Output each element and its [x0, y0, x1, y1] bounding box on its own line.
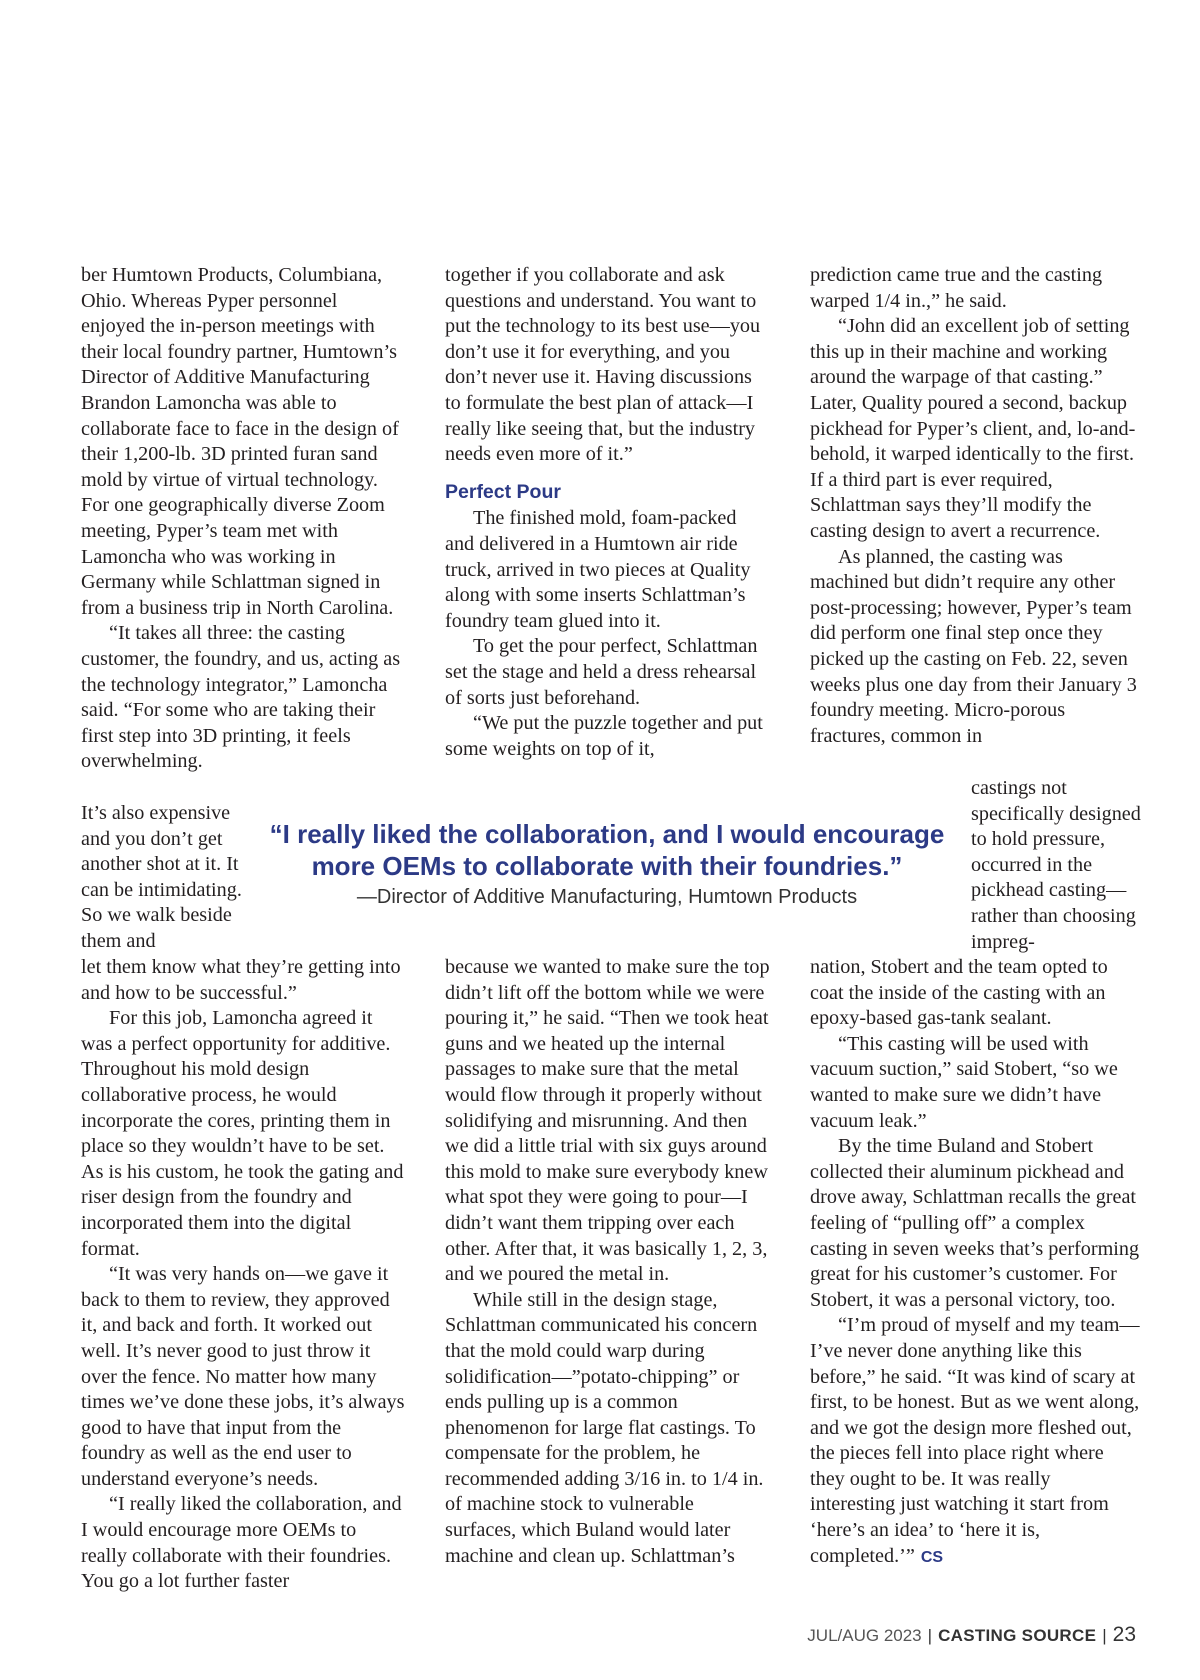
body-paragraph: “I really liked the collaboration, and I would encourage more OEMs to really collaborate with their foundries. You go a lot further faster	[81, 1493, 402, 1593]
section-subhead: Perfect Pour	[445, 480, 561, 503]
issue-date: JUL/AUG 2023	[807, 1626, 922, 1645]
body-paragraph: For this job, Lamoncha agreed it was a perfect opportunity for additive. Throughout his mold design collaborative process, he would incorporate the cores, printing them in place so they wouldn’t have to be set. As is his custom, he took the gating and riser design from the foundry and incorporated them into the digital format.	[81, 1007, 404, 1260]
closing-paragraph-text: “I’m proud of myself and my team—I’ve never done anything like this before,” he said. “It was kind of scary at first, to be honest. But as we went along, and we got the design more fleshed out, the pieces fell into place right where they ought to be. It was really interesting just watching it start from ‘here’s an idea’ to ‘here it is, completed.’”	[810, 1314, 1140, 1567]
column-3-top	[810, 263, 1140, 749]
body-paragraph: It’s also expensive and you don’t get another shot at it. It can be intimidating. So we walk beside them and	[81, 802, 242, 952]
column-1-top	[81, 263, 406, 775]
page-folio	[807, 1623, 1136, 1647]
body-paragraph	[810, 1313, 1140, 1570]
pull-quote	[262, 818, 952, 910]
body-paragraph: As planned, the casting was machined but didn’t require any other post-processing; however, Pyper’s team did perform one final step once they picked up the casting on Feb. 22, seven weeks plus one day from their January 3 foundry meeting. Micro-porous fractures, common in	[810, 545, 1137, 747]
column-3-bottom	[810, 955, 1140, 1570]
body-paragraph: because we wanted to make sure the top didn’t lift off the bottom while we were pouring it,” he said. “Then we took heat guns and we heated up the internal passages to make sure that the metal would flow through it properly without solidifying and misrunning. And then we did a little trial with six guys around this mold to make sure everybody knew what spot they were going to pour—I didn’t want them tripping over each other. After that, it was basically 1, 2, 3, and we poured the metal in.	[445, 956, 770, 1286]
column-2-top	[445, 263, 770, 762]
body-paragraph: together if you collaborate and ask questions and understand. You want to put the technology to its best use—you don’t use it for everything, and you don’t never use it. Having discussions to formulate the best plan of attack—I really like seeing that, but the industry needs even more of it.”	[445, 264, 761, 466]
column-2-bottom	[445, 955, 770, 1569]
body-paragraph: “This casting will be used with vacuum suction,” said Stobert, “so we wanted to make sure we didn’t have vacuum leak.”	[810, 1032, 1118, 1132]
column-3-wrap-text	[971, 776, 1141, 955]
pull-quote-attribution: —Director of Additive Manufacturing, Humtown Products	[356, 886, 858, 908]
body-paragraph: ber Humtown Products, Columbiana, Ohio. Whereas Pyper personnel enjoyed the in-person meetings with their local foundry partner, Humtown’s Director of Additive Manufacturing Brandon Lamoncha was able to collaborate face to face in the design of their 1,200-lb. 3D printed furan sand mold by virtue of virtual technology. For one geographically diverse Zoom meeting, Pyper’s team met with Lamoncha who was working in Germany while Schlattman signed in from a business trip in North Carolina.	[81, 264, 399, 619]
folio-divider: |	[927, 1626, 933, 1645]
folio-divider: |	[1102, 1626, 1107, 1645]
pull-quote-line-2: more OEMs to collaborate with their foundries.”	[311, 851, 903, 881]
body-paragraph: While still in the design stage, Schlattman communicated his concern that the mold could warp during solidification—”potato-chipping” or ends pulling up is a common phenomenon for large flat castings. To compensate for the problem, he recommended adding 3/16 in. to 1/4 in. of machine stock to vulnerable surfaces, which Buland would later machine and clean up. Schlattman’s	[445, 1288, 764, 1567]
body-paragraph: “John did an excellent job of setting this up in their machine and working around the warpage of that casting.” Later, Quality poured a second, backup pickhead for Pyper’s client, and, lo-and-behold, it warped identically to the first. If a third part is ever required, Schlattman says they’ll modify the casting design to avert a recurrence.	[810, 315, 1136, 542]
body-paragraph: By the time Buland and Stobert collected their aluminum pickhead and drove away, Schlattman recalls the great feeling of “pulling off” a complex casting in seven weeks that’s performing great for his customer’s customer. For Stobert, it was a personal victory, too.	[810, 1135, 1140, 1311]
body-paragraph: nation, Stobert and the team opted to coat the inside of the casting with an epoxy-based gas-tank sealant.	[810, 956, 1108, 1030]
end-mark: CS	[920, 1548, 944, 1566]
pull-quote-line-1: “I really liked the collaboration, and I would encourage	[269, 819, 945, 849]
column-1-bottom	[81, 955, 406, 1595]
body-paragraph: castings not specifically designed to hold pressure, occurred in the pickhead casting—rather than choosing impreg-	[971, 777, 1141, 953]
body-paragraph: “We put the puzzle together and put some weights on top of it,	[445, 712, 763, 760]
body-paragraph: “It takes all three: the casting customer, the foundry, and us, acting as the technology integrator,” Lamoncha said. “For some who are taking their first step into 3D printing, it feels overwhelming.	[81, 622, 401, 773]
column-1-wrap-text	[81, 801, 251, 955]
body-paragraph: The finished mold, foam-packed and delivered in a Humtown air ride truck, arrived in two pieces at Quality along with some inserts Schlattman’s foundry team glued into it.	[445, 507, 751, 632]
page-number: 23	[1112, 1623, 1136, 1646]
body-paragraph: let them know what they’re getting into and how to be successful.”	[81, 956, 401, 1004]
body-paragraph: “It was very hands on—we gave it back to them to review, they approved it, and back and forth. It worked out well. It’s never good to just throw it over the fence. No matter how many times we’ve done these jobs, it’s always good to have that input from the foundry as well as the end user to understand everyone’s needs.	[81, 1263, 405, 1490]
body-paragraph: To get the pour perfect, Schlattman set the stage and held a dress rehearsal of sorts just beforehand.	[445, 635, 758, 709]
body-paragraph: prediction came true and the casting warped 1/4 in.,” he said.	[810, 264, 1103, 312]
magazine-name: CASTING SOURCE	[938, 1626, 1097, 1645]
